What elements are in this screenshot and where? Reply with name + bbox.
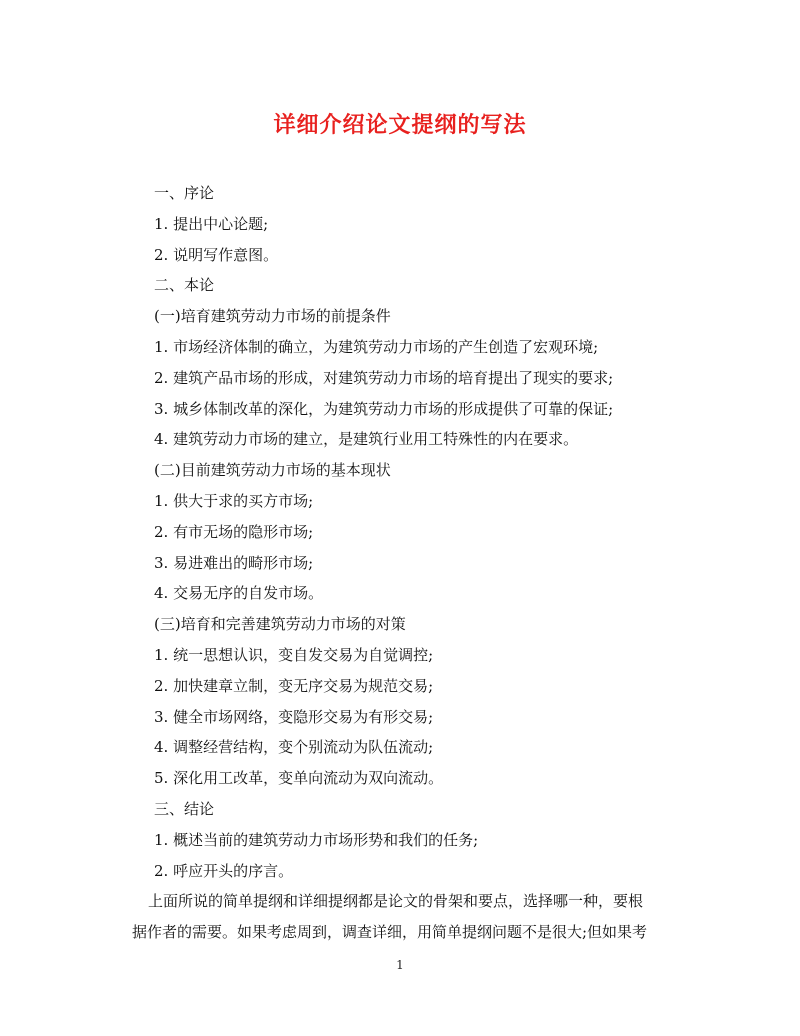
list-item: 1. 统一思想认识，变自发交易为自觉调控; xyxy=(154,645,434,664)
page-number: 1 xyxy=(396,958,404,972)
list-item: 1. 概述当前的建筑劳动力市场形势和我们的任务; xyxy=(154,830,479,849)
document-body xyxy=(132,178,694,948)
section-heading-intro: 一、序论 xyxy=(154,184,215,202)
list-item: 2. 说明写作意图。 xyxy=(154,245,279,264)
list-item: 3. 健全市场网络，变隐形交易为有形交易; xyxy=(154,707,434,726)
list-item: 3. 易进难出的畸形市场; xyxy=(154,553,314,572)
subsection-heading: (三)培育和完善建筑劳动力市场的对策 xyxy=(154,615,406,634)
paragraph-line: 上面所说的简单提纲和详细提纲都是论文的骨架和要点，选择哪一种，要根 xyxy=(148,892,644,911)
closing-paragraph xyxy=(132,886,690,948)
list-item: 4. 调整经营结构，变个别流动为队伍流动; xyxy=(154,738,434,757)
list-item: 2. 加快建章立制，变无序交易为规范交易; xyxy=(154,676,434,695)
section-heading-conclusion: 三、结论 xyxy=(154,799,215,818)
list-item: 1. 提出中心论题; xyxy=(154,214,269,233)
section-heading-body: 二、本论 xyxy=(154,276,215,295)
list-item: 2. 呼应开头的序言。 xyxy=(154,861,294,880)
subsection-heading: (二)目前建筑劳动力市场的基本现状 xyxy=(154,461,391,480)
paragraph-line: 据作者的需要。如果考虑周到，调查详细，用简单提纲问题不是很大;但如果考 xyxy=(132,923,648,942)
list-item: 2. 有市无场的隐形市场; xyxy=(154,522,314,541)
list-item: 4. 交易无序的自发市场。 xyxy=(154,584,324,603)
list-item: 2. 建筑产品市场的形成，对建筑劳动力市场的培育提出了现实的要求; xyxy=(154,368,614,387)
list-item: 1. 市场经济体制的确立，为建筑劳动力市场的产生创造了宏观环境; xyxy=(154,337,599,356)
list-item: 1. 供大于求的买方市场; xyxy=(154,491,314,510)
list-item: 4. 建筑劳动力市场的建立，是建筑行业用工特殊性的内在要求。 xyxy=(154,430,579,449)
subsection-heading: (一)培育建筑劳动力市场的前提条件 xyxy=(154,307,391,326)
list-item: 5. 深化用工改革，变单向流动为双向流动。 xyxy=(154,769,444,788)
list-item: 3. 城乡体制改革的深化，为建筑劳动力市场的形成提供了可靠的保证; xyxy=(154,399,614,418)
document-title: 详细介绍论文提纲的写法 xyxy=(273,112,527,138)
